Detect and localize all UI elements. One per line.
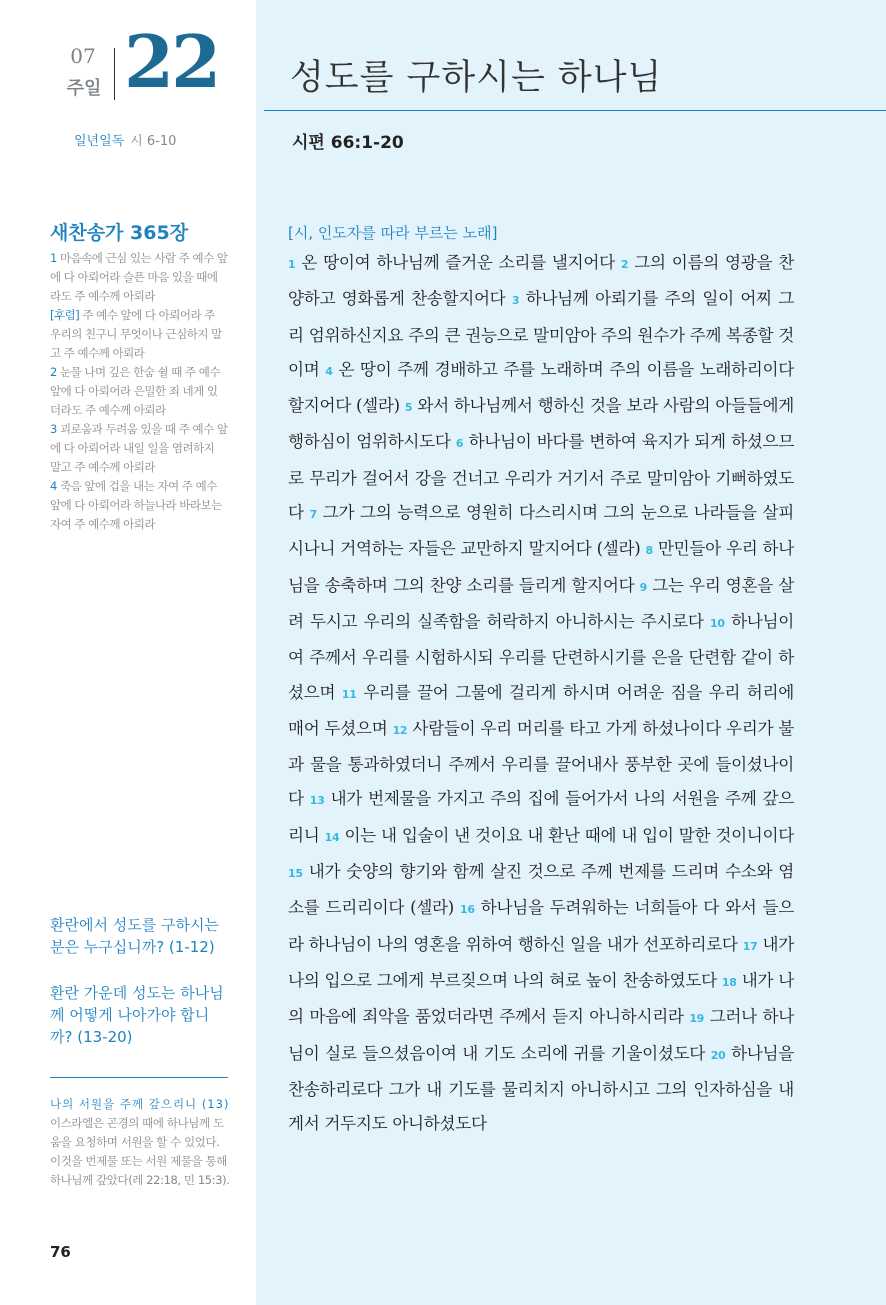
- verse-number: 12: [392, 723, 408, 737]
- note-text: 이스라엘은 곤경의 때에 하나님께 도움을 요청하며 서원을 할 수 있었다. 이것을 번제물 또는 서원 제물을 통해 하나님께 갚았다(레 22:18, 민 15:3).: [50, 1116, 230, 1187]
- hymn-verse-number: 2: [50, 365, 57, 379]
- verse-number: 11: [341, 687, 357, 701]
- hymn-verse-text: 눈물 나며 깊은 한숨 쉴 때 주 예수 앞에 다 아뢰어라 은밀한 죄 네게 있더라도 주 예수께 아뢰라: [50, 365, 220, 417]
- verse-number: 5: [404, 401, 413, 415]
- note-heading: 나의 서원을 주께 갚으리니 (13): [50, 1097, 230, 1111]
- verse-text: 하나님이 바다를 변하여 육지가 되게 하셨으므로 무리가 걸어서 강을 건너고 우리가 거기서 주로 말미암아 기뻐하였도다: [288, 432, 794, 523]
- title-divider: [264, 110, 886, 111]
- date-month: 07: [70, 44, 96, 68]
- hymn-title: 새찬송가 365장: [50, 222, 189, 244]
- hymn-verse-number: 3: [50, 422, 57, 436]
- yearly-reading-ref: 시 6-10: [130, 134, 177, 149]
- question-1: 환란에서 성도를 구하시는 분은 누구십니까? (1-12): [50, 916, 219, 956]
- verse-number: 19: [689, 1012, 705, 1026]
- yearly-reading-label: 일년일독: [74, 134, 125, 149]
- verse-number: 13: [309, 794, 325, 808]
- verse-number: 18: [721, 975, 737, 989]
- verse-number: 17: [742, 939, 758, 953]
- page-title: 성도를 구하시는 하나님: [290, 58, 663, 98]
- date-divider: [114, 48, 115, 100]
- hymn-verse-text: 죽음 앞에 겁을 내는 자여 주 예수 앞에 다 아뢰어라 하늘나라 바라보는 자여 주 예수께 아뢰라: [50, 479, 222, 531]
- verse-number: 4: [325, 364, 333, 378]
- verse-text: 우리를 끌어 그물에 걸리게 하시며 어려운 짐을 우리 허리에 매어 두셨으며: [288, 682, 794, 738]
- verse-number: 15: [288, 867, 303, 881]
- scripture: [288, 220, 794, 1141]
- verse-list: [288, 246, 794, 1141]
- verse-number: 1: [288, 258, 296, 271]
- verse-text: 하나님이여 주께서 우리를 시험하시되 우리를 단련하시기를 은을 단련함 같이 하셨으며: [288, 611, 794, 702]
- verse-text: 이는 내 입술이 낸 것이요 내 환난 때에 내 입이 말한 것이니이다: [344, 825, 794, 845]
- verse-text: 그가 그의 능력으로 영원히 다스리시며 그의 눈으로 나라들을 살피시나니 거역하는 자들은 교만하지 말지어다 (셀라): [288, 503, 794, 559]
- verse-number: 6: [455, 437, 464, 451]
- hymn-refrain-label: [후렴]: [50, 308, 80, 322]
- date-day-of-week: 주일: [66, 78, 102, 99]
- verse-number: 20: [710, 1048, 726, 1062]
- verse-text: 사람들이 우리 머리를 타고 가게 하셨나이다 우리가 불과 물을 통과하였더니 주께서 우리를 끌어내사 풍부한 곳에 들이셨나이다: [288, 718, 795, 809]
- hymn-verse-text: 마음속에 근심 있는 사람 주 예수 앞에 다 아뢰어라 슬픈 마음 있을 때에라도 주 예수께 아뢰라: [50, 251, 228, 303]
- verse-number: 10: [710, 616, 725, 630]
- hymn-verse-text: 괴로움과 두려움 있을 때 주 예수 앞에 다 아뢰어라 내일 일을 염려하지 말고 주 예수께 아뢰라: [50, 422, 228, 474]
- verse-text: 온 땅이 주께 경배하고 주를 노래하며 주의 이름을 노래하리이다 할지어다 (셀라): [288, 359, 794, 416]
- hymn-lyrics: [50, 249, 228, 534]
- verse-text: 만민들아 우리 하나님을 송축하며 그의 찬양 소리를 들리게 할지어다: [288, 539, 794, 595]
- note-divider: [50, 1077, 228, 1078]
- sidebar: [0, 0, 256, 1305]
- verse-number: 7: [309, 508, 317, 522]
- hymn-verse-number: 4: [50, 479, 57, 493]
- psalm-superscription: [시, 인도자를 따라 부르는 노래]: [288, 224, 498, 242]
- hymn-refrain-text: 주 예수 앞에 다 아뢰어라 주 우리의 친구니 무엇이나 근심하지 말고 주 예수께 아뢰라: [50, 308, 222, 360]
- verse-text: 내가 나의 입으로 그에게 부르짖으며 나의 혀로 높이 찬송하였도다: [288, 934, 795, 990]
- passage-reference: 시편 66:1-20: [292, 133, 404, 153]
- yearly-reading: [74, 130, 176, 149]
- page-number: 76: [50, 1243, 71, 1261]
- verse-text: 하나님을 찬송하리로다 그가 내 기도를 물리치지 아니하시고 그의 인자하심을 내게서 거두지도 아니하셨도다: [288, 1043, 794, 1134]
- date-day: 22: [124, 19, 219, 104]
- verse-number: 8: [645, 544, 653, 558]
- verse-number: 3: [511, 294, 520, 308]
- verse-text: 와서 하나님께서 행하신 것을 보라 사람의 아들들에게 행하심이 엄위하시도다: [288, 396, 794, 452]
- verse-text: 내가 나의 마음에 죄악을 품었더라면 주께서 듣지 아니하시리라: [288, 970, 795, 1027]
- verse-text: 그러나 하나님이 실로 들으셨음이여 내 기도 소리에 귀를 기울이셨도다: [288, 1007, 794, 1063]
- note: [50, 1095, 230, 1190]
- verse-text: 그는 우리 영혼을 살려 두시고 우리의 실족함을 허락하지 아니하시는 주시로다: [288, 575, 794, 631]
- verse-number: 2: [620, 258, 629, 271]
- verse-number: 16: [460, 903, 475, 917]
- verse-text: 내가 번제물을 가지고 주의 집에 들어가서 나의 서원을 주께 갚으리니: [288, 789, 794, 845]
- verse-number: 9: [639, 580, 647, 594]
- verse-text: 하나님을 두려워하는 너희들아 다 와서 들으라 하나님이 나의 영혼을 위하여 행하신 일을 내가 선포하리로다: [288, 898, 794, 954]
- verse-text: 온 땅이여 하나님께 즐거운 소리를 낼지어다: [301, 253, 615, 272]
- question-2: 환란 가운데 성도는 하나님께 어떻게 나아가야 합니까? (13-20): [50, 984, 224, 1046]
- verse-text: 내가 숫양의 향기와 함께 살진 것으로 주께 번제를 드리며 수소와 염소를 드리리이다 (셀라): [288, 862, 794, 918]
- verse-text: 그의 이름의 영광을 찬양하고 영화롭게 찬송할지어다: [288, 253, 794, 309]
- hymn-verse-number: 1: [50, 251, 57, 265]
- verse-number: 14: [324, 830, 340, 844]
- verse-text: 하나님께 아뢰기를 주의 일이 어찌 그리 엄위하신지요 주의 큰 권능으로 말미암아 주의 원수가 주께 복종할 것이며: [288, 289, 794, 379]
